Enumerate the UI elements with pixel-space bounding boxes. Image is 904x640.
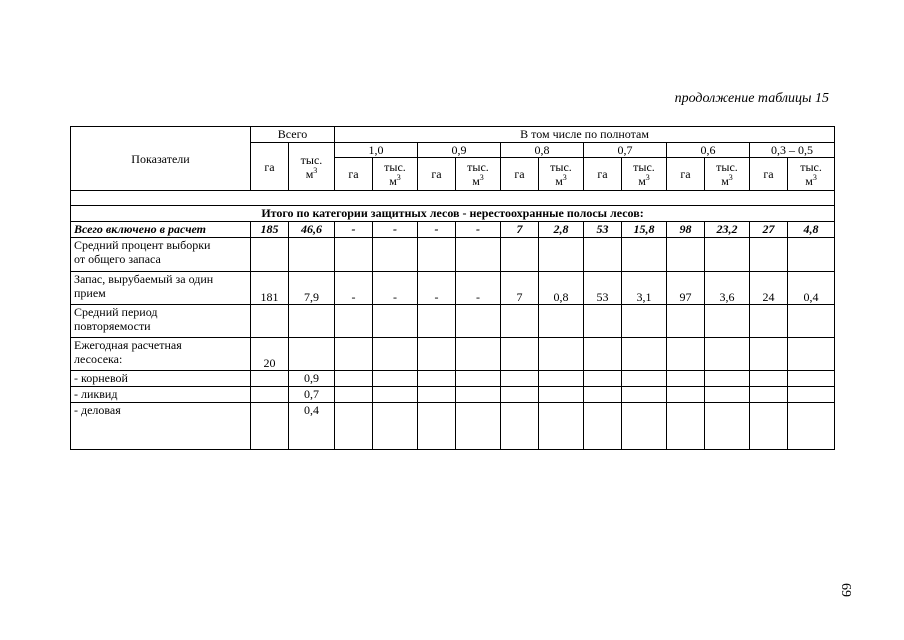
table-cell: 15,8 — [622, 222, 667, 238]
table-cell — [750, 403, 788, 450]
table-cell — [251, 238, 289, 272]
table-cell — [750, 387, 788, 403]
table-cell — [705, 338, 750, 371]
header-unit-ha: га — [335, 158, 373, 191]
table-cell — [456, 387, 501, 403]
table-cell: 20 — [251, 338, 289, 371]
table-cell — [584, 338, 622, 371]
table-cell — [750, 338, 788, 371]
table-cell — [539, 305, 584, 338]
header-unit-volume: тыс. $м^3$ — [788, 158, 835, 191]
table-row — [71, 238, 835, 272]
table-cell — [788, 371, 835, 387]
table-cell — [418, 238, 456, 272]
table-cell — [418, 371, 456, 387]
row-label: Ежегодная расчетная лесосека: — [71, 338, 251, 371]
table-cell — [251, 305, 289, 338]
header-unit-ha: га — [501, 158, 539, 191]
table-cell — [456, 238, 501, 272]
table-cell — [373, 238, 418, 272]
table-cell — [705, 371, 750, 387]
table-cell — [373, 305, 418, 338]
table-cell: 53 — [584, 222, 622, 238]
header-density-1-0: 1,0 — [335, 143, 418, 158]
table-cell — [289, 338, 335, 371]
table-cell: 0,8 — [539, 272, 584, 305]
table-cell — [667, 338, 705, 371]
table-cell — [289, 305, 335, 338]
table-cell — [289, 238, 335, 272]
table-cell — [584, 387, 622, 403]
table-cell — [335, 403, 373, 450]
table-cell — [456, 371, 501, 387]
table-cell: 7 — [501, 222, 539, 238]
table-cell: 185 — [251, 222, 289, 238]
table-cell — [667, 238, 705, 272]
table-row — [71, 305, 835, 338]
table-cell — [251, 371, 289, 387]
table-cell — [335, 305, 373, 338]
table-cell — [373, 371, 418, 387]
table-cell — [501, 387, 539, 403]
table-cell — [456, 403, 501, 450]
header-density-0-9: 0,9 — [418, 143, 501, 158]
table-cell: - — [418, 222, 456, 238]
table-cell — [622, 338, 667, 371]
table-cell: 3,6 — [705, 272, 750, 305]
table-cell: 181 — [251, 272, 289, 305]
table-cell: 98 — [667, 222, 705, 238]
header-unit-volume: тыс. $м^3$ — [705, 158, 750, 191]
table-cell: 7,9 — [289, 272, 335, 305]
header-unit-volume: тыс. $м^3$ — [456, 158, 501, 191]
table-cell — [501, 305, 539, 338]
table-cell — [251, 403, 289, 450]
header-total-ha: га — [251, 143, 289, 191]
row-label: Запас, вырубаемый за один прием — [71, 272, 251, 305]
table-cell — [667, 305, 705, 338]
table-cell — [788, 238, 835, 272]
table-cell: 7 — [501, 272, 539, 305]
header-unit-ha: га — [667, 158, 705, 191]
table-cell — [335, 338, 373, 371]
header-density-0-6: 0,6 — [667, 143, 750, 158]
table-cell: 4,8 — [788, 222, 835, 238]
table-cell — [667, 403, 705, 450]
table-row — [71, 387, 835, 403]
table-row — [71, 371, 835, 387]
row-label: Средний процент выборки от общего запаса — [71, 238, 251, 272]
table-cell — [501, 371, 539, 387]
table-cell: 2,8 — [539, 222, 584, 238]
header-unit-ha: га — [584, 158, 622, 191]
table-row — [71, 403, 835, 450]
table-cell — [456, 338, 501, 371]
table-cell: - — [373, 222, 418, 238]
table-cell — [622, 238, 667, 272]
header-indicators: Показатели — [71, 127, 251, 191]
table-cell — [788, 305, 835, 338]
table-row — [71, 222, 835, 238]
table-cell — [539, 238, 584, 272]
row-label: - ликвид — [71, 387, 251, 403]
table-cell — [418, 338, 456, 371]
table-cell: 3,1 — [622, 272, 667, 305]
table-cell: 53 — [584, 272, 622, 305]
table-cell — [622, 387, 667, 403]
table-cell — [373, 338, 418, 371]
table-cell: 23,2 — [705, 222, 750, 238]
table-cell — [667, 371, 705, 387]
table-cell: - — [335, 272, 373, 305]
table-cell: - — [456, 272, 501, 305]
table-cell: 24 — [750, 272, 788, 305]
table-cell — [584, 371, 622, 387]
table-cell — [705, 387, 750, 403]
header-density-0-7: 0,7 — [584, 143, 667, 158]
header-by-density: В том числе по полнотам — [335, 127, 835, 143]
table-cell: 27 — [750, 222, 788, 238]
table-cell — [750, 238, 788, 272]
header-unit-ha: га — [418, 158, 456, 191]
table-cell — [501, 338, 539, 371]
header-total-volume: тыс. $м^3$ — [289, 143, 335, 191]
table-cell — [622, 305, 667, 338]
table-continuation-caption: продолжение таблицы 15 — [674, 91, 829, 106]
table-cell — [539, 371, 584, 387]
table-cell — [705, 403, 750, 450]
table-cell — [335, 238, 373, 272]
row-label: Средний период повторяемости — [71, 305, 251, 338]
table-cell: - — [456, 222, 501, 238]
table-cell — [788, 338, 835, 371]
table-cell — [788, 387, 835, 403]
table-cell — [501, 403, 539, 450]
table-cell — [584, 238, 622, 272]
table-cell — [373, 403, 418, 450]
table-row — [71, 272, 835, 305]
table-cell — [584, 305, 622, 338]
header-total: Всего — [251, 127, 335, 143]
table-cell: - — [373, 272, 418, 305]
table-cell: 0,9 — [289, 371, 335, 387]
table-cell: 0,4 — [788, 272, 835, 305]
row-label: - деловая — [71, 403, 251, 450]
header-unit-volume: тыс. $м^3$ — [539, 158, 584, 191]
table-cell — [418, 387, 456, 403]
page-number: 69 — [838, 583, 853, 597]
row-label: - корневой — [71, 371, 251, 387]
table-row — [71, 338, 835, 371]
table-cell — [622, 403, 667, 450]
header-unit-volume: тыс. $м^3$ — [373, 158, 418, 191]
table-cell — [584, 403, 622, 450]
table-cell: 97 — [667, 272, 705, 305]
table-cell — [335, 387, 373, 403]
table-cell: - — [335, 222, 373, 238]
table-cell — [501, 238, 539, 272]
table-cell: 0,4 — [289, 403, 335, 450]
header-density-0-8: 0,8 — [501, 143, 584, 158]
table-cell — [456, 305, 501, 338]
table-cell — [788, 403, 835, 450]
table-cell — [622, 371, 667, 387]
table-cell — [418, 305, 456, 338]
table-cell — [418, 403, 456, 450]
table-cell — [539, 338, 584, 371]
blank-row — [71, 191, 835, 206]
table-cell — [251, 387, 289, 403]
table-cell — [705, 238, 750, 272]
table-cell: 46,6 — [289, 222, 335, 238]
table-cell — [373, 387, 418, 403]
header-unit-ha: га — [750, 158, 788, 191]
header-density-0-3-0-5: 0,3 – 0,5 — [750, 143, 835, 158]
table-cell — [750, 305, 788, 338]
table-cell — [667, 387, 705, 403]
row-label: Всего включено в расчет — [71, 222, 251, 238]
table-cell — [539, 403, 584, 450]
table-cell — [750, 371, 788, 387]
forest-stock-table — [70, 126, 835, 450]
section-title: Итого по категории защитных лесов - нерестоохранные полосы лесов: — [71, 206, 835, 222]
table-cell: 0,7 — [289, 387, 335, 403]
table-cell: - — [418, 272, 456, 305]
table-cell — [335, 371, 373, 387]
table-cell — [539, 387, 584, 403]
table-cell — [705, 305, 750, 338]
header-unit-volume: тыс. $м^3$ — [622, 158, 667, 191]
